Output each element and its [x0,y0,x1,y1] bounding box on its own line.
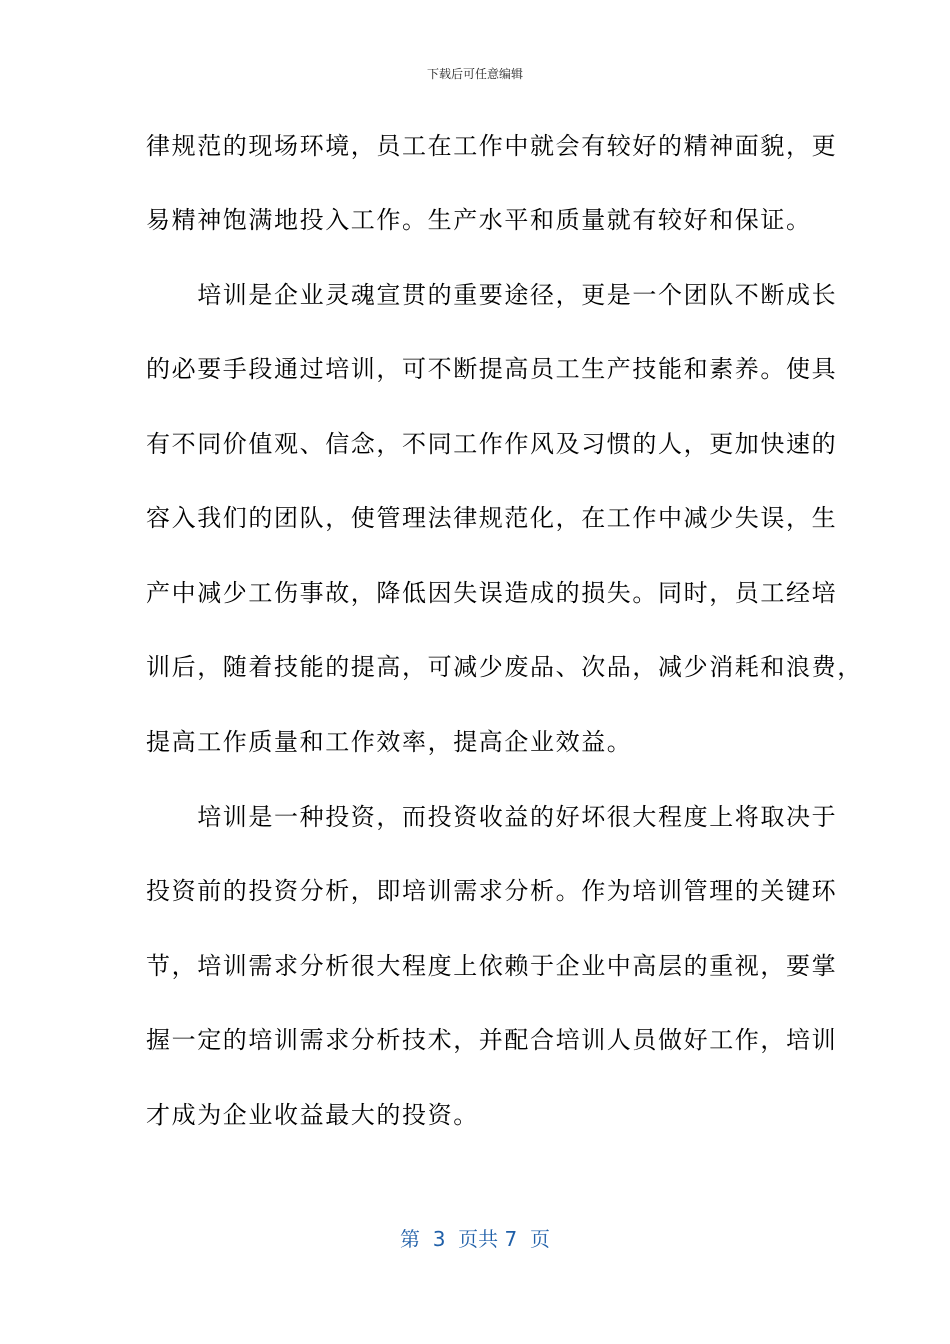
body-line: 律规范的现场环境，员工在工作中就会有较好的精神面貌，更 [146,132,838,160]
body-line: 易精神饱满地投入工作。生产水平和质量就有较好和保证。 [146,206,812,234]
body-line: 节，培训需求分析很大程度上依赖于企业中高层的重视，要掌 [146,952,838,980]
body-line: 培训是企业灵魂宣贯的重要途径，更是一个团队不断成长 [146,281,838,309]
body-line: 产中减少工伤事故，降低因失误造成的损失。同时，员工经培 [146,579,838,607]
body-line: 有不同价值观、信念，不同工作作风及习惯的人，更加快速的 [146,430,838,458]
header-note: 下载后可任意编辑 [426,67,523,81]
body-line: 的必要手段通过培训，可不断提高员工生产技能和素养。使具 [146,355,838,383]
body-line: 容入我们的团队，使管理法律规范化，在工作中减少失误，生 [146,504,838,532]
body-line: 投资前的投资分析，即培训需求分析。作为培训管理的关键环 [146,877,838,905]
body-line: 才成为企业收益最大的投资。 [146,1101,479,1129]
body-line: 提高工作质量和工作效率，提高企业效益。 [146,728,633,756]
body-line: 训后，随着技能的提高，可减少废品、次品，减少消耗和浪费， [146,653,863,681]
body-line: 培训是一种投资，而投资收益的好坏很大程度上将取决于 [146,803,838,831]
page-number-footer: 第 3 页共 7 页 [400,1227,550,1251]
body-line: 握一定的培训需求分析技术，并配合培训人员做好工作，培训 [146,1026,838,1054]
